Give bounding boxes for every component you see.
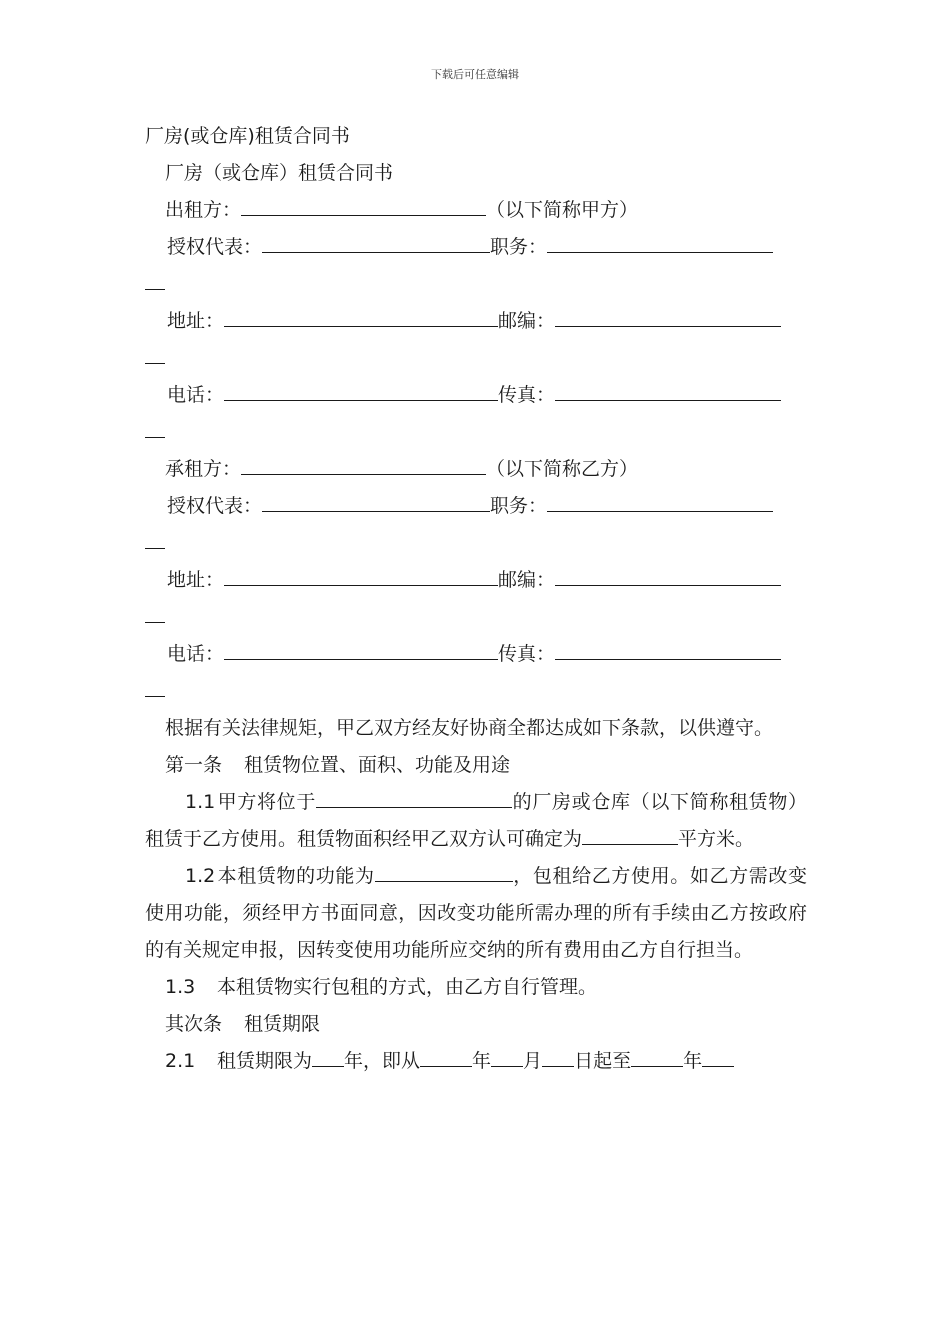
lessor-phone-line — [145, 377, 807, 414]
lessor-rep-label: 授权代表： — [167, 236, 263, 258]
wrap-blank — [145, 673, 165, 697]
lessee-fax-blank — [555, 636, 781, 660]
lessor-fax-label: 传真： — [498, 384, 556, 406]
clause-1-1-text-b: 的厂房或仓库（以下简称租赁物）租赁于乙方使用。租赁物面积经甲乙双方认可确定为 — [145, 791, 807, 850]
clause-2-1-number: 2.1 — [165, 1050, 196, 1072]
area-blank — [582, 821, 658, 845]
start-year-blank — [420, 1043, 472, 1067]
end-year-blank — [631, 1043, 683, 1067]
lessee-rep-label: 授权代表： — [167, 495, 263, 517]
lessor-postcode-blank — [555, 303, 781, 327]
start-day-blank — [542, 1043, 574, 1067]
wrap-blank — [145, 266, 165, 290]
lessor-label: 出租方： — [165, 199, 242, 221]
clause-1-1-number: 1.1 — [185, 791, 216, 813]
clause-1-1-text-c: 平方米。 — [678, 828, 755, 850]
lessor-rep-line — [145, 229, 807, 266]
lessor-phone-wrap — [145, 414, 807, 451]
lessor-address-label: 地址： — [167, 310, 225, 332]
clause-1-2 — [145, 858, 807, 969]
lessee-position-blank — [547, 488, 773, 512]
clause-2-1-text-a: 租赁期限为 — [217, 1050, 313, 1072]
lessee-address-label: 地址： — [167, 569, 225, 591]
lessee-address-line — [145, 562, 807, 599]
clause-2-1-end-year-label: 年 — [683, 1050, 703, 1072]
lessee-postcode-label: 邮编： — [498, 569, 556, 591]
article2-number: 其次条 — [165, 1013, 223, 1035]
article1-heading — [145, 747, 807, 784]
lessor-postcode-label: 邮编： — [498, 310, 556, 332]
clause-1-1 — [145, 784, 807, 858]
clause-2-1-text-b: 年，即从 — [344, 1050, 421, 1072]
clause-1-3-text: 本租赁物实行包租的方式，由乙方自行管理。 — [217, 976, 598, 998]
clause-2-1-month-label: 月 — [523, 1050, 543, 1072]
lessor-rep-blank — [262, 229, 490, 253]
area-blank-wrap — [658, 821, 678, 845]
lessor-line — [145, 192, 807, 229]
lessee-phone-label: 电话： — [167, 643, 225, 665]
clause-2-1-year-label: 年 — [472, 1050, 492, 1072]
lessee-rep-blank — [262, 488, 490, 512]
lessee-phone-line — [145, 636, 807, 673]
lessor-phone-label: 电话： — [167, 384, 225, 406]
lessor-rep-wrap — [145, 266, 807, 303]
lessor-name-blank — [241, 192, 486, 216]
wrap-blank — [145, 340, 165, 364]
lessee-address-wrap — [145, 599, 807, 636]
contract-body — [145, 155, 807, 1080]
article2-heading — [145, 1006, 807, 1043]
location-blank — [316, 784, 512, 808]
wrap-blank — [145, 525, 165, 549]
lessee-rep-wrap — [145, 525, 807, 562]
lessor-address-wrap — [145, 340, 807, 377]
clause-1-2-text-b: ，包租给乙方使用。如乙方需改变使用功能，须经甲方书面同意，因改变功能所需办理的所有手续由乙方按政府的有关规定申报，因转变使用功能所应交纳的所有费用由乙方自行担当。 — [145, 865, 807, 961]
lessee-fax-label: 传真： — [498, 643, 556, 665]
lessor-phone-blank — [224, 377, 498, 401]
lessee-name-blank — [241, 451, 486, 475]
lessor-position-label: 职务： — [490, 236, 548, 258]
start-month-blank — [491, 1043, 523, 1067]
article1-number: 第一条 — [165, 754, 223, 776]
clause-1-2-number: 1.2 — [185, 865, 216, 887]
wrap-blank — [145, 414, 165, 438]
clause-1-3-number: 1.3 — [165, 976, 196, 998]
clause-1-2-text-a: 本租赁物的功能为 — [217, 865, 375, 887]
lessee-address-blank — [224, 562, 498, 586]
article2-title: 租赁期限 — [244, 1013, 321, 1035]
clause-2-1-text-e: 日起至 — [574, 1050, 632, 1072]
clause-1-3 — [145, 969, 807, 1006]
lessee-phone-wrap — [145, 673, 807, 710]
lessor-fax-blank — [555, 377, 781, 401]
lessor-address-blank — [224, 303, 498, 327]
clause-1-1-text-a: 甲方将位于 — [217, 791, 316, 813]
wrap-blank — [145, 599, 165, 623]
lessor-address-line — [145, 303, 807, 340]
function-blank — [375, 858, 513, 882]
contract-subtitle: 厂房（或仓库）租赁合同书 — [165, 162, 394, 184]
lessee-suffix: （以下简称乙方） — [486, 458, 639, 480]
document-title: 厂房(或仓库)租赁合同书 — [145, 125, 350, 147]
article1-title: 租赁物位置、面积、功能及用途 — [244, 754, 511, 776]
term-years-blank — [312, 1043, 344, 1067]
lessee-label: 承租方： — [165, 458, 242, 480]
preamble-paragraph: 根据有关法律规矩，甲乙双方经友好协商全都达成如下条款，以供遵守。 — [165, 717, 774, 739]
lessor-position-blank — [547, 229, 773, 253]
lessor-suffix: （以下简称甲方） — [486, 199, 639, 221]
lessee-rep-line — [145, 488, 807, 525]
lessee-postcode-blank — [555, 562, 781, 586]
lessee-line — [145, 451, 807, 488]
lessee-phone-blank — [224, 636, 498, 660]
end-month-blank — [702, 1043, 734, 1067]
clause-2-1 — [145, 1043, 807, 1080]
header-note: 下载后可任意编辑 — [431, 68, 519, 81]
lessee-position-label: 职务： — [490, 495, 548, 517]
